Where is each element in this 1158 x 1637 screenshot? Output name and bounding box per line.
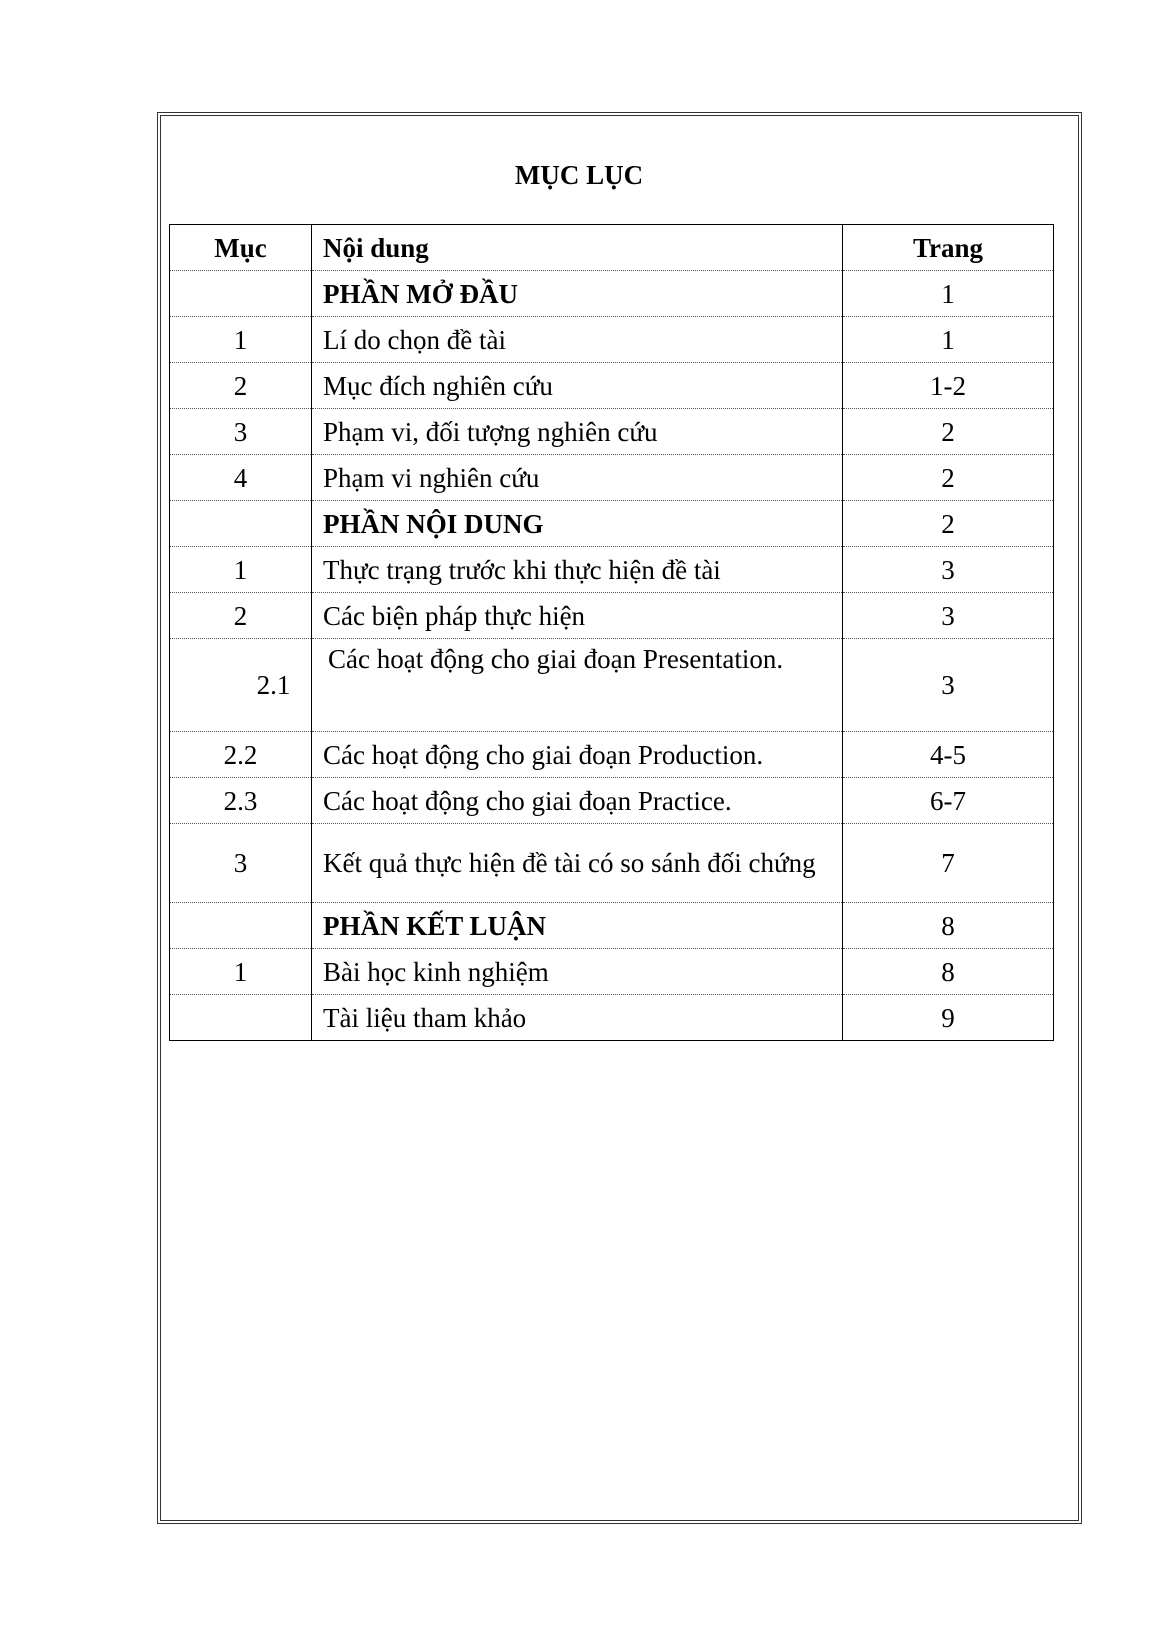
cell-muc: 2 [170,593,312,639]
table-row [170,593,1054,639]
table-row [170,995,1054,1041]
cell-trang: 7 [843,824,1054,903]
cell-noi-dung: Mục đích nghiên cứu [312,363,843,409]
table-row [170,903,1054,949]
cell-noi-dung: Các biện pháp thực hiện [312,593,843,639]
cell-trang: 3 [843,547,1054,593]
table-row [170,409,1054,455]
cell-trang: 9 [843,995,1054,1041]
cell-trang: 3 [843,639,1054,732]
cell-noi-dung: PHẦN NỘI DUNG [312,501,843,547]
header-noi-dung: Nội dung [312,225,843,271]
cell-muc: 3 [170,824,312,903]
cell-muc: 1 [170,317,312,363]
cell-noi-dung: Các hoạt động cho giai đoạn Production. [312,732,843,778]
table-row [170,317,1054,363]
page-title: MỤC LỤC [514,160,644,190]
cell-trang: 1-2 [843,363,1054,409]
cell-muc: 4 [170,455,312,501]
cell-trang: 1 [843,271,1054,317]
table-row [170,732,1054,778]
table-row [170,271,1054,317]
cell-trang: 8 [843,903,1054,949]
table-header-row [170,225,1054,271]
cell-muc [170,501,312,547]
cell-noi-dung: Phạm vi, đối tượng nghiên cứu [312,409,843,455]
cell-trang: 1 [843,317,1054,363]
cell-muc: 2.2 [170,732,312,778]
cell-trang: 4-5 [843,732,1054,778]
cell-noi-dung: Phạm vi nghiên cứu [312,455,843,501]
cell-muc: 2 [170,363,312,409]
cell-trang: 2 [843,501,1054,547]
cell-muc [170,995,312,1041]
table-row [170,363,1054,409]
header-muc: Mục [170,225,312,271]
cell-noi-dung: Thực trạng trước khi thực hiện đề tài [312,547,843,593]
cell-muc [170,271,312,317]
cell-muc: 1 [170,547,312,593]
cell-noi-dung: Tài liệu tham khảo [312,995,843,1041]
cell-noi-dung: Bài học kinh nghiệm [312,949,843,995]
cell-muc [170,903,312,949]
header-trang: Trang [843,225,1054,271]
cell-noi-dung: Lí do chọn đề tài [312,317,843,363]
cell-muc-text: 2.1 [256,670,291,700]
cell-trang: 2 [843,455,1054,501]
cell-noi-dung: PHẦN KẾT LUẬN [312,903,843,949]
cell-trang: 3 [843,593,1054,639]
cell-muc: 2.3 [170,778,312,824]
cell-noi-dung: Kết quả thực hiện đề tài có so sánh đối chứng [312,824,843,903]
table-row [170,547,1054,593]
cell-noi-dung: Các hoạt động cho giai đoạn Presentation. [312,639,843,732]
cell-noi-dung: PHẦN MỞ ĐẦU [312,271,843,317]
cell-trang: 2 [843,409,1054,455]
cell-trang: 6-7 [843,778,1054,824]
table-row [170,778,1054,824]
cell-muc: 3 [170,409,312,455]
table-row [170,824,1054,903]
cell-noi-dung: Các hoạt động cho giai đoạn Practice. [312,778,843,824]
table-row [170,455,1054,501]
cell-muc [170,639,312,732]
cell-trang: 8 [843,949,1054,995]
toc-table [169,224,1054,1041]
cell-muc: 1 [170,949,312,995]
table-row [170,501,1054,547]
table-row [170,949,1054,995]
table-row [170,639,1054,732]
